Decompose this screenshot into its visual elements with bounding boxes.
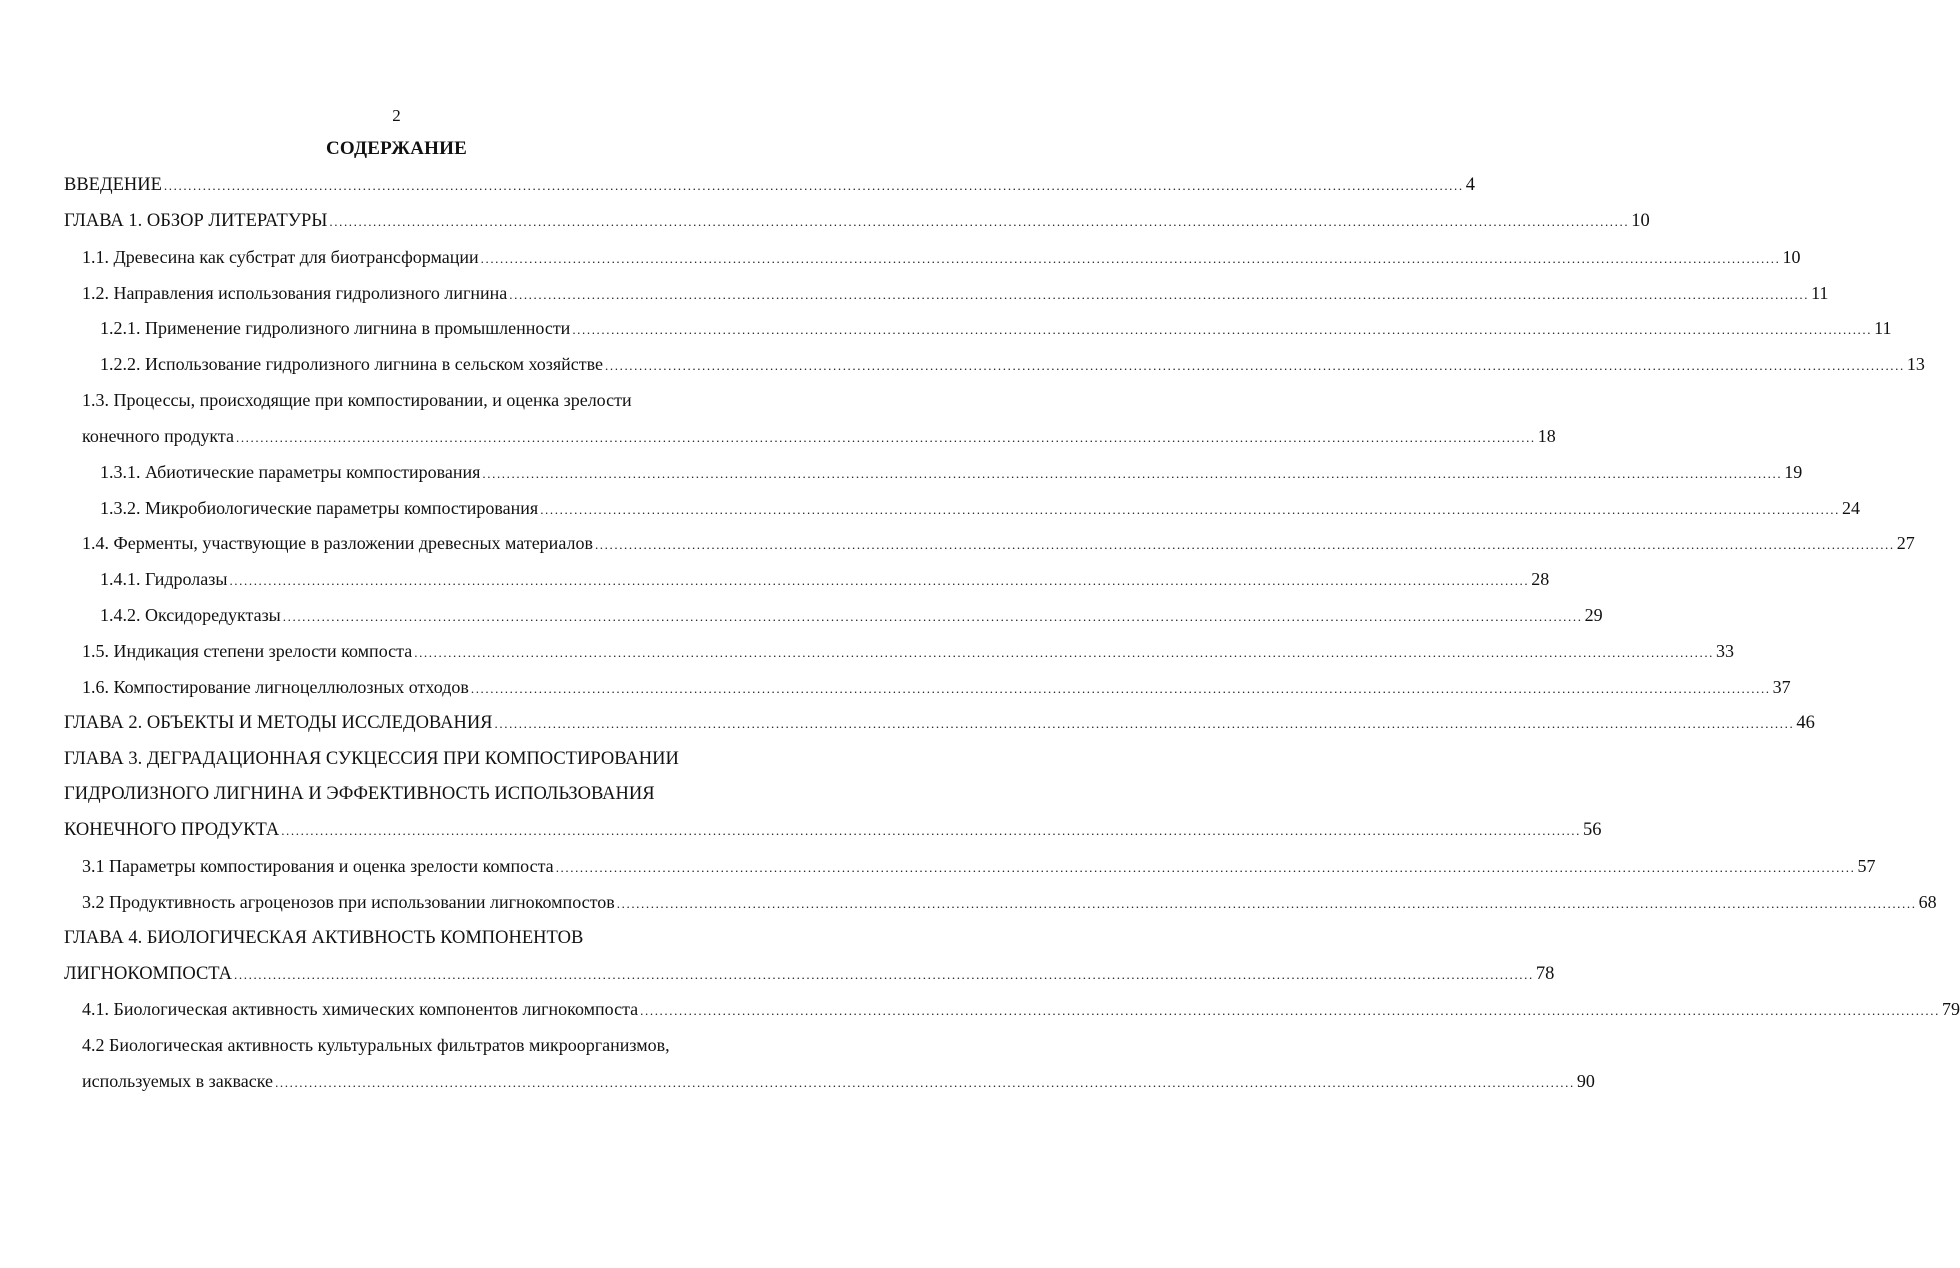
- toc-entry-text: ГЛАВА 2. ОБЪЕКТЫ И МЕТОДЫ ИССЛЕДОВАНИЯ: [64, 712, 493, 733]
- dot-leader: [234, 957, 1534, 993]
- toc-entry-text: ГИДРОЛИЗНОГО ЛИГНИНА И ЭФФЕКТИВНОСТЬ ИСПОЛЬЗОВАНИЯ: [64, 784, 655, 805]
- dot-leader: [495, 706, 1795, 742]
- toc-entry-page: 46: [1796, 712, 1815, 733]
- toc-entry[interactable]: [0, 957, 1555, 993]
- dot-leader: [605, 348, 1905, 384]
- toc-entry-page: 10: [1782, 246, 1801, 267]
- dot-leader: [572, 312, 1872, 348]
- dot-leader: [236, 420, 1536, 456]
- table-of-contents: [0, 168, 1960, 1100]
- toc-entry[interactable]: [0, 526, 1915, 562]
- dot-leader: [617, 886, 1917, 922]
- toc-entry[interactable]: [0, 455, 1803, 491]
- toc-entry[interactable]: [0, 240, 1801, 276]
- toc-entry-text: 4.2 Биологическая активность культуральных фильтратов микроорганизмов,: [82, 1035, 670, 1056]
- toc-entry-page: 10: [1631, 210, 1650, 231]
- dot-leader: [481, 241, 1781, 277]
- dot-leader: [164, 168, 1464, 204]
- dot-leader: [556, 850, 1856, 886]
- toc-entry[interactable]: [0, 347, 1925, 383]
- toc-entry-text: 1.5. Индикация степени зрелости компоста: [82, 640, 413, 661]
- toc-entry[interactable]: [0, 276, 1829, 312]
- toc-entry-page: 56: [1583, 820, 1602, 841]
- toc-entry-page: 27: [1896, 533, 1915, 554]
- toc-entry-page: 90: [1576, 1071, 1595, 1092]
- toc-entry-page: 24: [1842, 497, 1861, 518]
- toc-entry-text: используемых в закваске: [82, 1071, 274, 1092]
- dot-leader: [414, 635, 1714, 671]
- toc-entry[interactable]: [0, 634, 1735, 670]
- dot-leader: [281, 813, 1581, 849]
- toc-entry-page: 19: [1784, 461, 1803, 482]
- toc-entry[interactable]: [0, 885, 1937, 921]
- toc-entry-page: 28: [1531, 569, 1550, 590]
- toc-entry-text: ГЛАВА 3. ДЕГРАДАЦИОННАЯ СУКЦЕССИЯ ПРИ КОМПОСТИРОВАНИИ: [64, 748, 679, 769]
- toc-entry-page: 79: [1941, 999, 1960, 1020]
- toc-entry[interactable]: [0, 598, 1603, 634]
- toc-entry-text: ЛИГНОКОМПОСТА: [64, 963, 233, 984]
- toc-entry[interactable]: [0, 813, 1602, 849]
- toc-title: СОДЕРЖАНИЕ: [326, 138, 467, 159]
- toc-entry-text: конечного продукта: [82, 425, 234, 446]
- toc-entry-page: 57: [1857, 856, 1876, 877]
- toc-entry-page: 78: [1535, 963, 1555, 984]
- toc-entry-text: ВВЕДЕНИЕ: [64, 175, 162, 195]
- toc-entry-text: 1.2.1. Применение гидролизного лигнина в промышленности: [100, 318, 571, 339]
- toc-entry-page: 13: [1906, 354, 1925, 375]
- toc-entry[interactable]: [0, 849, 1876, 885]
- toc-entry-text: 1.4.2. Оксидоредуктазы: [100, 605, 281, 626]
- toc-entry[interactable]: [0, 419, 1556, 455]
- dot-leader: [471, 671, 1771, 707]
- toc-entry[interactable]: [0, 706, 1815, 742]
- toc-entry-text: 1.3.1. Абиотические параметры компостирования: [100, 461, 481, 482]
- dot-leader: [595, 527, 1895, 563]
- dot-leader: [283, 599, 1583, 635]
- toc-entry-text: 1.4.1. Гидролазы: [100, 569, 228, 590]
- toc-entry[interactable]: [0, 1064, 1595, 1100]
- dot-leader: [329, 204, 1629, 240]
- toc-entry-page: 37: [1772, 676, 1791, 697]
- dot-leader: [229, 563, 1529, 599]
- toc-entry-line: [0, 742, 793, 778]
- toc-entry-page: 11: [1874, 318, 1892, 339]
- toc-entry-text: 1.6. Компостирование лигноцеллюлозных отходов: [82, 676, 469, 697]
- toc-entry-text: 1.2. Направления использования гидролизного лигнина: [82, 282, 508, 303]
- toc-entry-text: 4.1. Биологическая активность химических компонентов лигнокомпоста: [82, 999, 639, 1020]
- toc-entry-text: 1.3.2. Микробиологические параметры компостирования: [100, 497, 539, 518]
- toc-entry[interactable]: [0, 311, 1892, 347]
- toc-entry-page: 18: [1537, 425, 1556, 446]
- toc-entry-line: [0, 921, 793, 957]
- toc-entry-page: 11: [1811, 282, 1829, 303]
- toc-entry-page: 33: [1716, 640, 1735, 661]
- toc-entry-page: 68: [1918, 891, 1937, 912]
- toc-entry-text: 1.1. Древесина как субстрат для биотрансформации: [82, 246, 479, 267]
- dot-leader: [509, 277, 1809, 313]
- dot-leader: [540, 492, 1840, 528]
- toc-entry[interactable]: [0, 562, 1550, 598]
- toc-entry-page: 4: [1465, 175, 1475, 195]
- dot-leader: [640, 993, 1940, 1029]
- toc-entry-text: 3.2 Продуктивность агроценозов при использовании лигнокомпостов: [82, 891, 615, 912]
- toc-entry[interactable]: [0, 491, 1861, 527]
- toc-entry-text: 1.4. Ферменты, участвующие в разложении древесных материалов: [82, 533, 593, 554]
- page-number: 2: [392, 106, 401, 125]
- toc-entry[interactable]: [0, 168, 1475, 204]
- toc-entry-text: 3.1 Параметры компостирования и оценка зрелости компоста: [82, 856, 554, 877]
- toc-entry-page: 29: [1584, 605, 1603, 626]
- dot-leader: [482, 456, 1782, 492]
- toc-entry-text: 1.3. Процессы, происходящие при компостировании, и оценка зрелости: [82, 390, 632, 411]
- toc-entry[interactable]: [0, 992, 1960, 1028]
- toc-entry-text: ГЛАВА 1. ОБЗОР ЛИТЕРАТУРЫ: [64, 210, 328, 231]
- toc-entry-line: [0, 1028, 793, 1064]
- toc-entry-line: [0, 383, 793, 419]
- toc-entry-text: КОНЕЧНОГО ПРОДУКТА: [64, 820, 280, 841]
- toc-entry[interactable]: [0, 204, 1650, 240]
- dot-leader: [275, 1065, 1575, 1101]
- toc-entry-line: [0, 777, 793, 813]
- toc-entry-text: ГЛАВА 4. БИОЛОГИЧЕСКАЯ АКТИВНОСТЬ КОМПОНЕНТОВ: [64, 927, 584, 948]
- toc-entry[interactable]: [0, 670, 1791, 706]
- toc-entry-text: 1.2.2. Использование гидролизного лигнина в сельском хозяйстве: [100, 354, 604, 375]
